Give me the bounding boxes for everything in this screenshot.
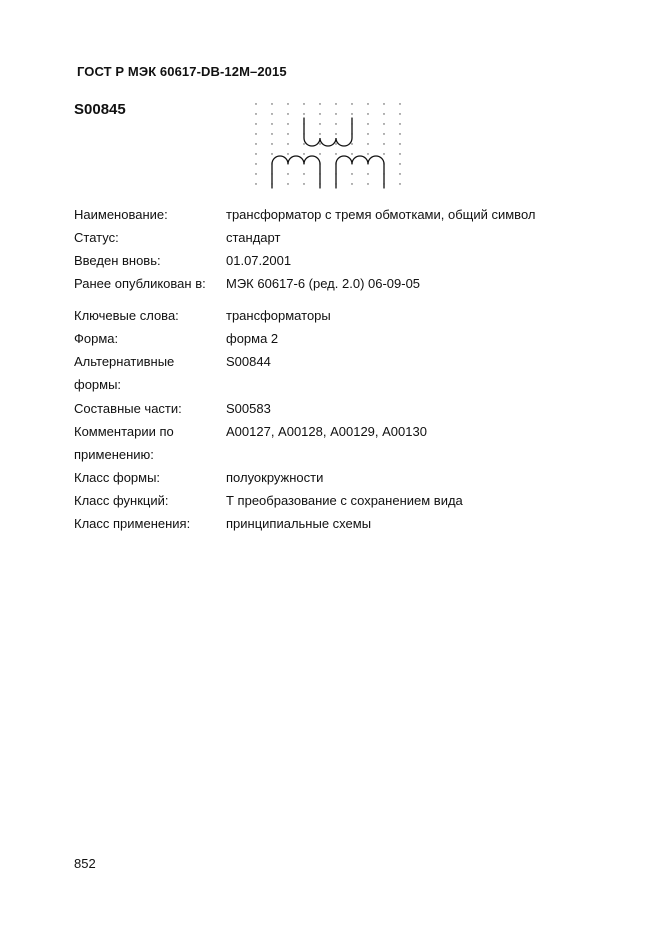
- field-value: 01.07.2001: [226, 253, 292, 268]
- field-value: S00583: [226, 401, 271, 416]
- field-value: А00127, А00128, А00129, А00130: [226, 424, 427, 439]
- field-label: Составные части:: [74, 401, 182, 416]
- page-number: 852: [74, 856, 96, 871]
- field-value: МЭК 60617-6 (ред. 2.0) 06-09-05: [226, 276, 421, 291]
- field-label: Ключевые слова:: [74, 308, 179, 323]
- field-label: Альтернативные формы:: [74, 354, 175, 392]
- field-label: Класс функций:: [74, 493, 169, 508]
- field-label: Класс применения:: [74, 516, 191, 531]
- field-label: Наименование:: [74, 207, 168, 222]
- field-value: трансформаторы: [226, 308, 331, 323]
- field-label: Форма:: [74, 331, 119, 346]
- field-value: стандарт: [226, 230, 281, 245]
- field-label: Введен вновь:: [74, 253, 161, 268]
- field-value: Т преобразование с сохранением вида: [226, 493, 463, 508]
- field-label: Статус:: [74, 230, 119, 245]
- field-value: S00844: [226, 354, 271, 369]
- symbol-code: S00845: [74, 101, 126, 118]
- field-label: Ранее опубликован в:: [74, 276, 206, 291]
- field-label: Класс формы:: [74, 470, 161, 485]
- field-value: полуокружности: [226, 470, 324, 485]
- field-label: Комментарии по применению:: [74, 424, 174, 462]
- field-value: трансформатор с тремя обмотками, общий символ: [226, 207, 536, 222]
- transformer-three-windings-icon: [252, 100, 404, 197]
- field-value: форма 2: [226, 331, 279, 346]
- field-value: принципиальные схемы: [226, 516, 372, 531]
- standard-header: ГОСТ Р МЭК 60617-DB-12M–2015: [77, 64, 287, 79]
